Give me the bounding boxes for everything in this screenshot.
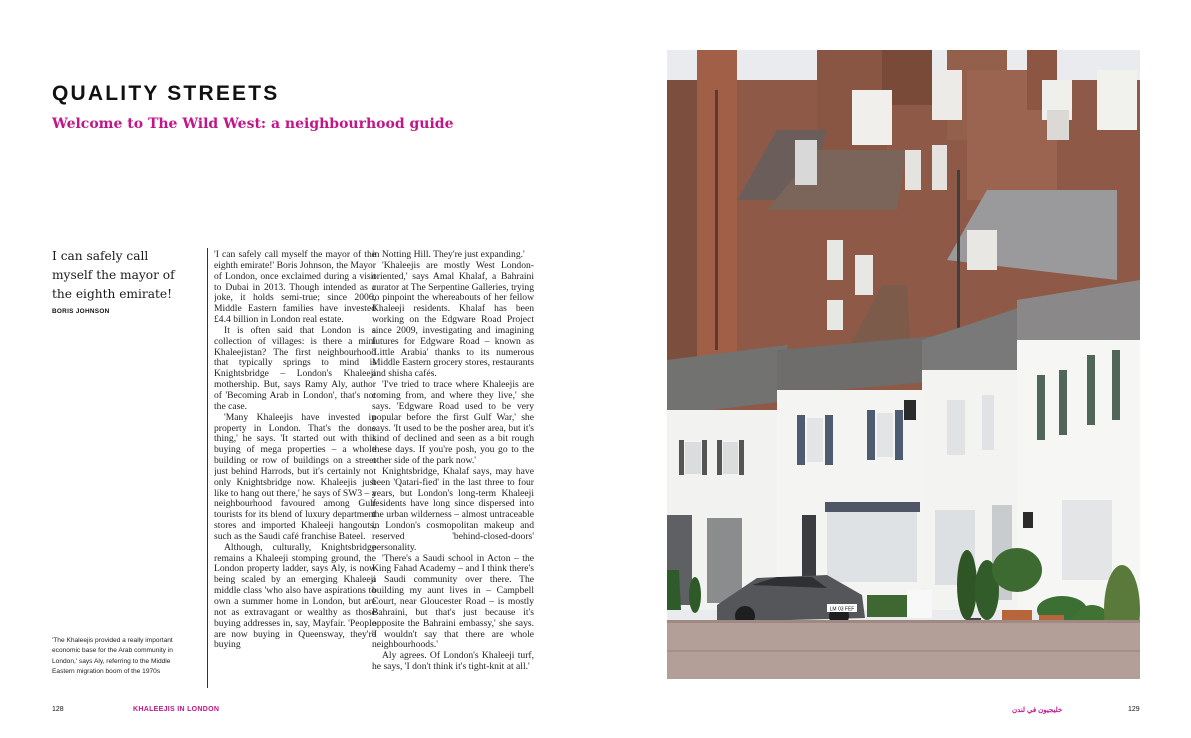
body-column-2 — [372, 250, 534, 682]
body-column-1 — [214, 250, 376, 682]
article-title: QUALITY STREETS — [52, 82, 280, 105]
paragraph: 'Many Khaleejis have invested in property in London. That's the done thing,' he says. 'It started out with this buying of mega properties – a whole building or row of buildings on a street just behind Harrods, but it's certainly not only Knightsbridge now. Khaleejis just like to hang out there,' he says of SW3 – a neighbourhood favoured among Gulf tourists for its blend of luxury department stores and imported Khaleeji hangouts, such as the Saudi café franchise Bateel. — [214, 411, 376, 542]
paragraph: 'There's a Saudi school in Acton – the King Fahad Academy – and I think there's a Saudi community over there. The building my aunt lives in – Campbell Court, near Gloucester Road – is mostly Bahraini, but that's just because it's opposite the Bahraini embassy,' she says. 'I wouldn't say that there are whole neighbourhoods.' — [372, 552, 534, 651]
right-running-footer: خليجيون في لندن — [1012, 707, 1063, 714]
paragraph: in Notting Hill. They're just expanding.' — [372, 250, 525, 260]
pull-quote: I can safely call myself the mayor of the eighth emirate! — [52, 249, 175, 301]
paragraph: 'Khaleejis are mostly West London-oriented,' says Amal Khalaf, a Bahraini curator at The Serpentine Galleries, trying to pinpoint the whereabouts of her fellow Khaleeji residents. Khalaf has been working on the Edgware Road Project since 2009, investigating and imagining futures for Edgware Road – known as 'Little Arabia' thanks to its numerous Middle Eastern grocery stores, restaurants and shisha cafés. — [372, 259, 534, 380]
pull-quote-attribution: BORIS JOHNSON — [52, 308, 110, 315]
number-plate: LM 03 FEF — [829, 606, 855, 613]
paragraph: 'I've tried to trace where Khaleejis are coming from, and where they live,' she says. 'Edgware Road used to be very popular before the first Gulf War,' she says. 'It used to be the posher area, but it's kind of declined and seen as a bit rough these days. If you're posh, you go to the other side of the park now.' — [372, 379, 534, 467]
left-running-footer: KHALEEJIS IN LONDON — [133, 706, 220, 713]
pull-quote-block — [52, 247, 192, 315]
mews-street-photo — [667, 50, 1140, 679]
paragraph: Knightsbridge, Khalaf says, may have been 'Qatari-fied' in the last three to four years, but London's long-term Khaleeji residents have long since dispersed into the urban wilderness – almost untraceable in London's cosmopolitan makeup and reserved 'behind-closed-doors' personality. — [372, 465, 534, 553]
paragraph: Aly agrees. Of London's Khaleeji turf, he says, 'I don't think it's tight-knit at all.' — [372, 650, 534, 673]
left-page-number: 128 — [52, 706, 64, 713]
paragraph: Although, culturally, Knightsbridge remains a Khaleeji stomping ground, the London property ladder, says Aly, is now being scaled by an emerging Khaleeji middle class 'who also have aspirations to own a summer home in London, but are not as extravagant or wealthy as those buying addresses in, say, Mayfair. 'People are now buying in Queensway, they're buying — [214, 541, 376, 651]
article-subtitle: Welcome to The Wild West: a neighbourhood guide — [52, 116, 454, 132]
side-caption: 'The Khaleejis provided a really important economic base for the Arab community in London,' says Aly, referring to the Middle Eastern migration boom of the 1970s — [52, 637, 173, 676]
paragraph: It is often said that London is a collection of villages: is there a mini Khaleejistan? The first neighbourhood that typically springs to mind is Knightsbridge – London's Khaleeji mothership. But, says Ramy Aly, author of 'Becoming Arab in London', that's not the case. — [214, 324, 376, 412]
right-page-number: 129 — [1128, 706, 1140, 713]
column-rule — [207, 248, 208, 688]
paragraph: 'I can safely call myself the mayor of the eighth emirate!' Boris Johnson, the Mayor of London, once exclaimed during a visit to Dubai in 2013. Though intended as a joke, it holds semi-true; since 2006, Middle Eastern families have invested £4.4 billion in London real estate. — [214, 250, 376, 326]
